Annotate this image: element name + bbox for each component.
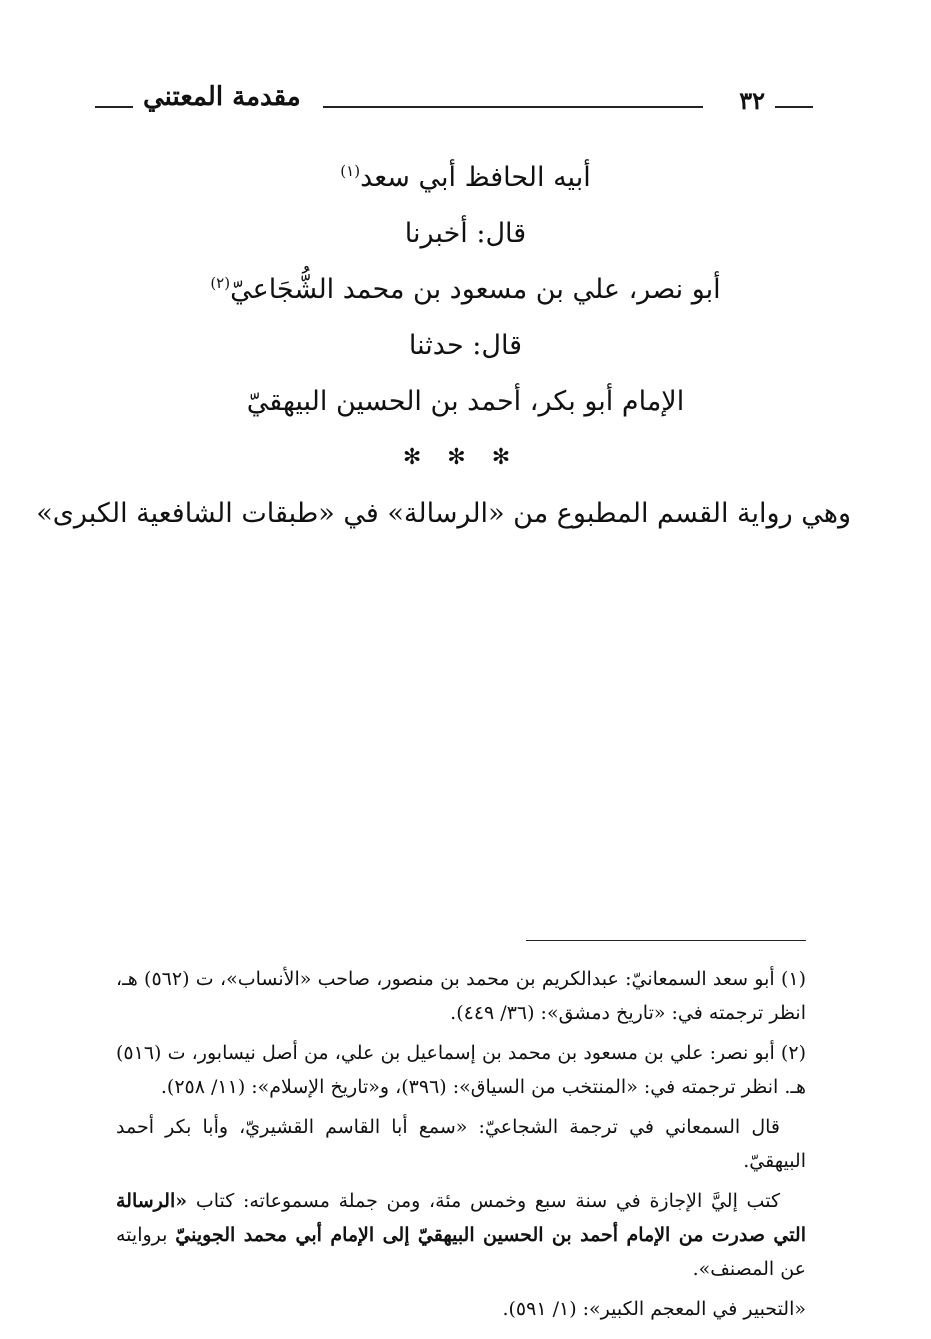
footnote-2-ijaza	[116, 1184, 806, 1286]
footnote-2-source: «التحبير في المعجم الكبير»: (١/ ٥٩١).	[502, 1298, 806, 1320]
header-rule-left	[95, 106, 133, 108]
header-rule-middle	[323, 106, 703, 108]
star-icon: ✻	[402, 445, 440, 470]
chain-line-5: الإمام أبو بكر، أحمد بن الحسين البيهقيّ	[246, 386, 685, 417]
star-icon: ✻	[491, 445, 529, 470]
footnotes	[116, 962, 806, 1332]
running-title: مقدمة المعتني	[143, 82, 301, 112]
header-rule-right	[775, 106, 813, 108]
chain-line-2: قال: أخبرنا	[404, 218, 527, 249]
chain-line-3	[80, 262, 851, 318]
chain-text-1: أبيه الحافظ أبي سعد	[360, 162, 591, 193]
footnote-2: (٢) أبو نصر: علي بن مسعود بن محمد بن إسماعيل بن علي، من أصل نيسابور، ت (٥١٦) هـ. انظر ترجمته في: «المنتخب من السياق»: (٣٩٦)، و«تاريخ الإسلام»: (١١/ ٢٥٨).	[116, 1042, 806, 1098]
section-divider-stars	[80, 436, 851, 480]
chain-line-4: قال: حدثنا	[408, 330, 523, 361]
footnote-1: (١) أبو سعد السمعانيّ: عبدالكريم بن محمد بن منصور، صاحب «الأنساب»، ت (٥٦٢) هـ، انظر ترجمته في: «تاريخ دمشق»: (٣٦/ ٤٤٩).	[116, 968, 807, 1024]
edition-note: وهي رواية القسم المطبوع من «الرسالة» في «طبقات الشافعية الكبرى»	[36, 498, 851, 529]
footnote-separator	[526, 940, 806, 941]
footnote-2-quote: قال السمعاني في ترجمة الشجاعيّ: «سمع أبا القاسم القشيريّ، وأبا بكر أحمد البيهقيّ.	[116, 1116, 806, 1172]
chain-line-1	[80, 150, 851, 206]
isnad-chain	[36, 150, 851, 542]
footnote-ref-2: (٢)	[210, 274, 231, 292]
chain-text-3: أبو نصر، علي بن مسعود بن محمد الشُّجَاعيّ	[230, 274, 721, 305]
ijaza-text-b: بروايته عن المصنف».	[116, 1224, 806, 1280]
risala-title: «الرسالة التي صدرت من الإمام أحمد بن الحسين البيهقيّ إلى الإمام أبي محمد الجوينيّ	[116, 1190, 806, 1246]
ijaza-text-a: كتب إليَّ الإجازة في سنة سبع وخمس مئة، ومن جملة مسموعاته: كتاب	[187, 1190, 780, 1212]
page-number: ٣٢	[739, 86, 765, 115]
footnote-ref-1: (١)	[340, 162, 361, 180]
page-header	[95, 82, 813, 122]
star-icon: ✻	[447, 445, 484, 470]
